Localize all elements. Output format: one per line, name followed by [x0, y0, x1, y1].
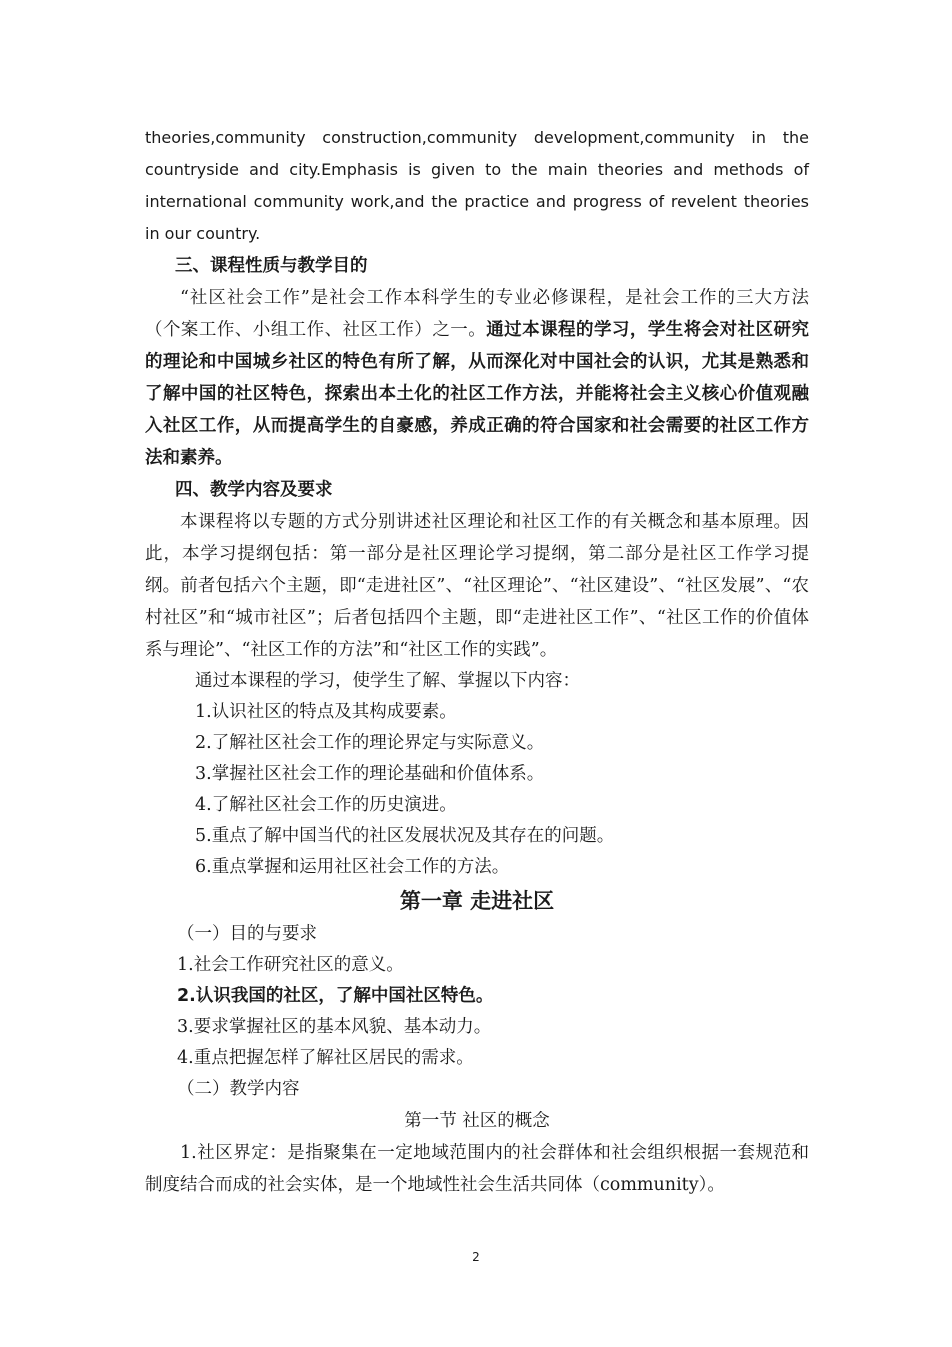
list-item: 4.了解社区社会工作的历史演进。 [195, 795, 457, 815]
chapter-subheading-1: （一）目的与要求 [177, 924, 317, 944]
definition-paragraph: 1.社区界定：是指聚集在一定地域范围内的社会群体和社会组织根据一套规范和制度结合而成的社会实体，是一个地域性社会生活共同体（community）。 [145, 1143, 809, 1195]
list-item: 1.认识社区的特点及其构成要素。 [195, 702, 457, 722]
section-title: 第一节 社区的概念 [404, 1111, 550, 1131]
section3-text-plain: “社区社会工作”是社会工作本科学生的专业必修课程，是社会工作的三大方法（个案工作、小组工作、社区工作）之一。 [145, 288, 809, 340]
page-content [145, 122, 809, 1201]
list-item: 5.重点了解中国当代的社区发展状况及其存在的问题。 [195, 826, 615, 846]
english-abstract: theories,community construction,community development,community in the countryside and city.Emphasis is given to the main theories and methods of international community work,and the practice and progress of revelent theories in our country. [145, 128, 809, 243]
requirement-item: 3.要求掌握社区的基本风貌、基本动力。 [177, 1017, 492, 1037]
requirement-item-bold: 2.认识我国的社区，了解中国社区特色。 [177, 986, 494, 1006]
chapter-subheading-2: （二）教学内容 [177, 1079, 300, 1099]
page-number: 2 [472, 1250, 480, 1264]
requirement-item: 1.社会工作研究社区的意义。 [177, 955, 404, 975]
section4-heading: 四、教学内容及要求 [175, 480, 333, 500]
chapter-title: 第一章 走进社区 [399, 889, 555, 913]
section3-paragraph [145, 282, 809, 474]
list-item: 2.了解社区社会工作的理论界定与实际意义。 [195, 733, 545, 753]
section3-heading: 三、课程性质与教学目的 [175, 256, 368, 276]
list-item: 6.重点掌握和运用社区社会工作的方法。 [195, 857, 510, 877]
section4-intro: 通过本课程的学习，使学生了解、掌握以下内容： [195, 671, 580, 691]
requirement-item: 4.重点把握怎样了解社区居民的需求。 [177, 1048, 474, 1068]
list-item: 3.掌握社区社会工作的理论基础和价值体系。 [195, 764, 545, 784]
section3-text-bold: 通过本课程的学习，学生将会对社区研究的理论和中国城乡社区的特色有所了解，从而深化对中国社会的认识，尤其是熟悉和了解中国的社区特色，探索出本土化的社区工作方法，并能将社会主义核心价值观融入社区工作，从而提高学生的自豪感，养成正确的符合国家和社会需要的社区工作方法和素养。 [145, 320, 810, 468]
section4-paragraph: 本课程将以专题的方式分别讲述社区理论和社区工作的有关概念和基本原理。因此，本学习提纲包括：第一部分是社区理论学习提纲，第二部分是社区工作学习提纲。前者包括六个主题，即“走进社区”、“社区理论”、“社区建设”、“社区发展”、“农村社区”和“城市社区”；后者包括四个主题，即“走进社区工作”、“社区工作的价值体系与理论”、“社区工作的方法”和“社区工作的实践”。 [145, 512, 809, 660]
